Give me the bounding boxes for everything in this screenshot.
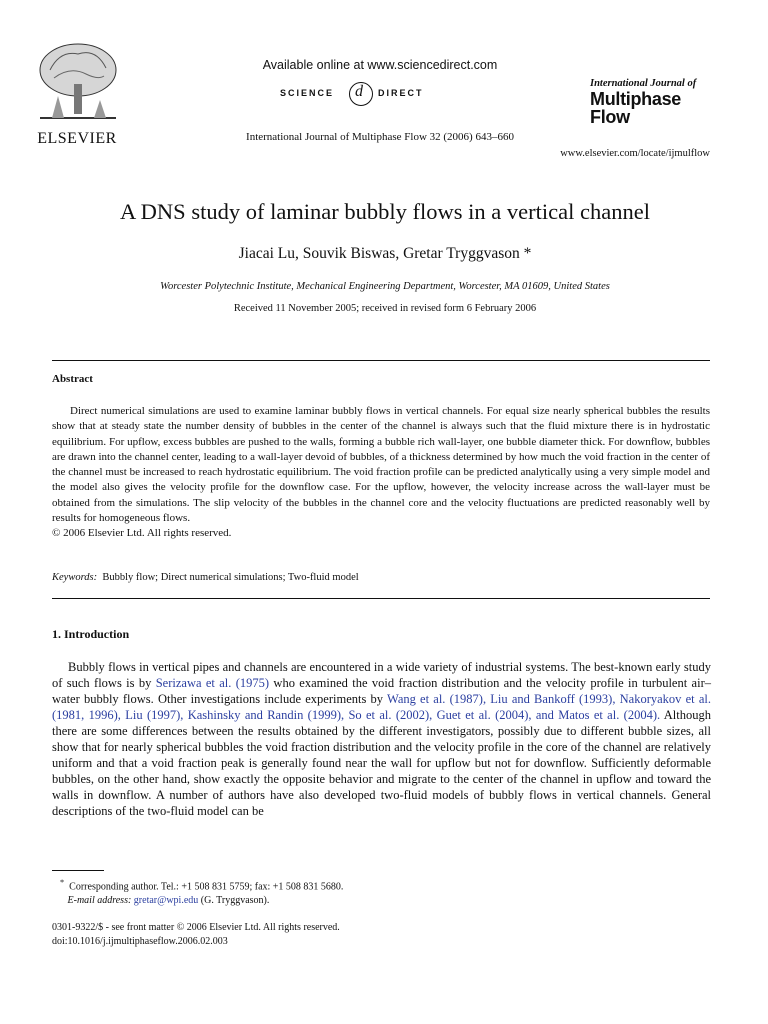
keywords-label: Keywords: — [52, 572, 98, 583]
footnote-marker: * — [60, 878, 65, 887]
doi-line[interactable]: doi:10.1016/j.ijmultiphaseflow.2006.02.003 — [52, 936, 228, 947]
abstract-text: Direct numerical simulations are used to examine laminar bubbly flows in vertical channels. For equal size nearly spherical bubbles the results show that at steady state the number density of bubbles in the center of the channel is always such that the fluid mixture there is in hydrostatic equilibrium. For upflow, excess bubbles are pushed to the walls, forming a bubble rich wall-layer, one bubble diameter thick. For downflow, bubbles are drawn into the channel center, leading to a wall-layer devoid of bubbles, of a thickness determined by how much the void fraction in the center of the channel must be increased to reach hydrostatic equilibrium. The void fraction profile can be predicted analytically using a very simple model and the model also gives the velocity profile for the downflow case. For the upflow, however, the velocity increase across the wall-layer must be obtained from the simulations. The slip velocity of the bubbles in the channel core and the velocity fluctuations are predicted reasonably well by results for homogeneous flows. — [52, 405, 710, 525]
article-affiliation: Worcester Polytechnic Institute, Mechanical Engineering Department, Worcester, MA 01609, United States — [160, 281, 610, 292]
intro-text-1: Bubbly flows in vertical pipes and channels are encountered in a wide variety of industrial systems. The best-known early study of such flows is by — [52, 660, 711, 690]
publisher-name: ELSEVIER — [37, 130, 117, 147]
email-link[interactable]: gretar@wpi.edu — [133, 895, 199, 907]
keywords — [52, 572, 359, 583]
elsevier-logo — [22, 40, 132, 150]
divider-bottom — [52, 598, 710, 599]
sciencedirect-d-icon — [349, 82, 373, 106]
sciencedirect-right: DIRECT — [378, 88, 424, 98]
article-title: A DNS study of laminar bubbly flows in a vertical channel — [120, 199, 650, 224]
journal-logo-sub: International Journal of — [590, 78, 697, 89]
introduction-paragraph — [52, 659, 711, 819]
abstract-heading: Abstract — [52, 373, 93, 385]
sciencedirect-left: SCIENCE — [280, 88, 335, 98]
issn-line: 0301-9322/$ - see front matter © 2006 Elsevier Ltd. All rights reserved. — [52, 922, 340, 933]
journal-url[interactable]: www.elsevier.com/locate/ijmulflow — [560, 148, 710, 159]
email-suffix: (G. Tryggvason). — [198, 895, 270, 907]
section-heading: 1. Introduction — [52, 627, 130, 641]
available-online-text: Available online at www.sciencedirect.com — [262, 58, 498, 72]
citation-link[interactable]: Serizawa et al. (1975) — [155, 676, 270, 690]
footnote — [60, 876, 700, 908]
sciencedirect-mark: d — [355, 83, 363, 100]
footnote-divider — [52, 870, 104, 871]
intro-text-3: Although there are some differences between the results obtained by the different investigators, possibly due to different bubble sizes, all show that for nearly spherical bubbles the void fraction distribution and the velocity profile in the core of the channel are relatively uniform and that a void fraction peak is generally found near the wall for upflow but not for downflow. Sufficiently deformable bubbles, on the other hand, show exactly the opposite behavior and migrate to the center of the channel in upflow and toward the walls in downflow. A number of authors have also developed two-fluid models of bubbly flows in vertical channels. General descriptions of the two-fluid model can be — [52, 708, 711, 818]
email-label: E-mail address: — [67, 895, 132, 907]
journal-citation: International Journal of Multiphase Flow 32 (2006) 643–660 — [246, 131, 514, 143]
article-received: Received 11 November 2005; received in revised form 6 February 2006 — [233, 303, 537, 314]
sciencedirect-logo — [280, 80, 480, 108]
footnote-corresponding-text: Corresponding author. Tel.: +1 508 831 5759; fax: +1 508 831 5680. — [69, 881, 344, 893]
intro-text-2: who examined the void fraction distribution and the velocity profile in turbulent air–water bubbly flows. Other investigations include experiments by — [52, 676, 711, 706]
footnote-corresponding — [60, 876, 700, 894]
footer-meta — [52, 921, 692, 949]
keywords-text: Bubbly flow; Direct numerical simulations; Two-fluid model — [102, 572, 359, 583]
journal-logo — [590, 78, 730, 126]
article-authors: Jiacai Lu, Souvik Biswas, Gretar Tryggvason * — [238, 245, 532, 262]
divider-top — [52, 360, 710, 361]
journal-logo-main1: Multiphase — [590, 89, 682, 109]
introduction-body — [52, 659, 711, 819]
journal-logo-main2: Flow — [590, 107, 630, 127]
abstract-copyright: © 2006 Elsevier Ltd. All rights reserved. — [52, 527, 232, 540]
elsevier-tree-icon — [30, 40, 126, 126]
abstract-body — [52, 404, 710, 542]
citation-link[interactable]: Wang et al. (1987), Liu and Bankoff (1993), Nakoryakov et al. (1981, 1996), Liu (1997), Kashinsky and Randin (1999), So et al. (2002), Guet et al. (2004), and Matos et al. (2004). — [52, 692, 711, 722]
footnote-email — [60, 894, 700, 908]
